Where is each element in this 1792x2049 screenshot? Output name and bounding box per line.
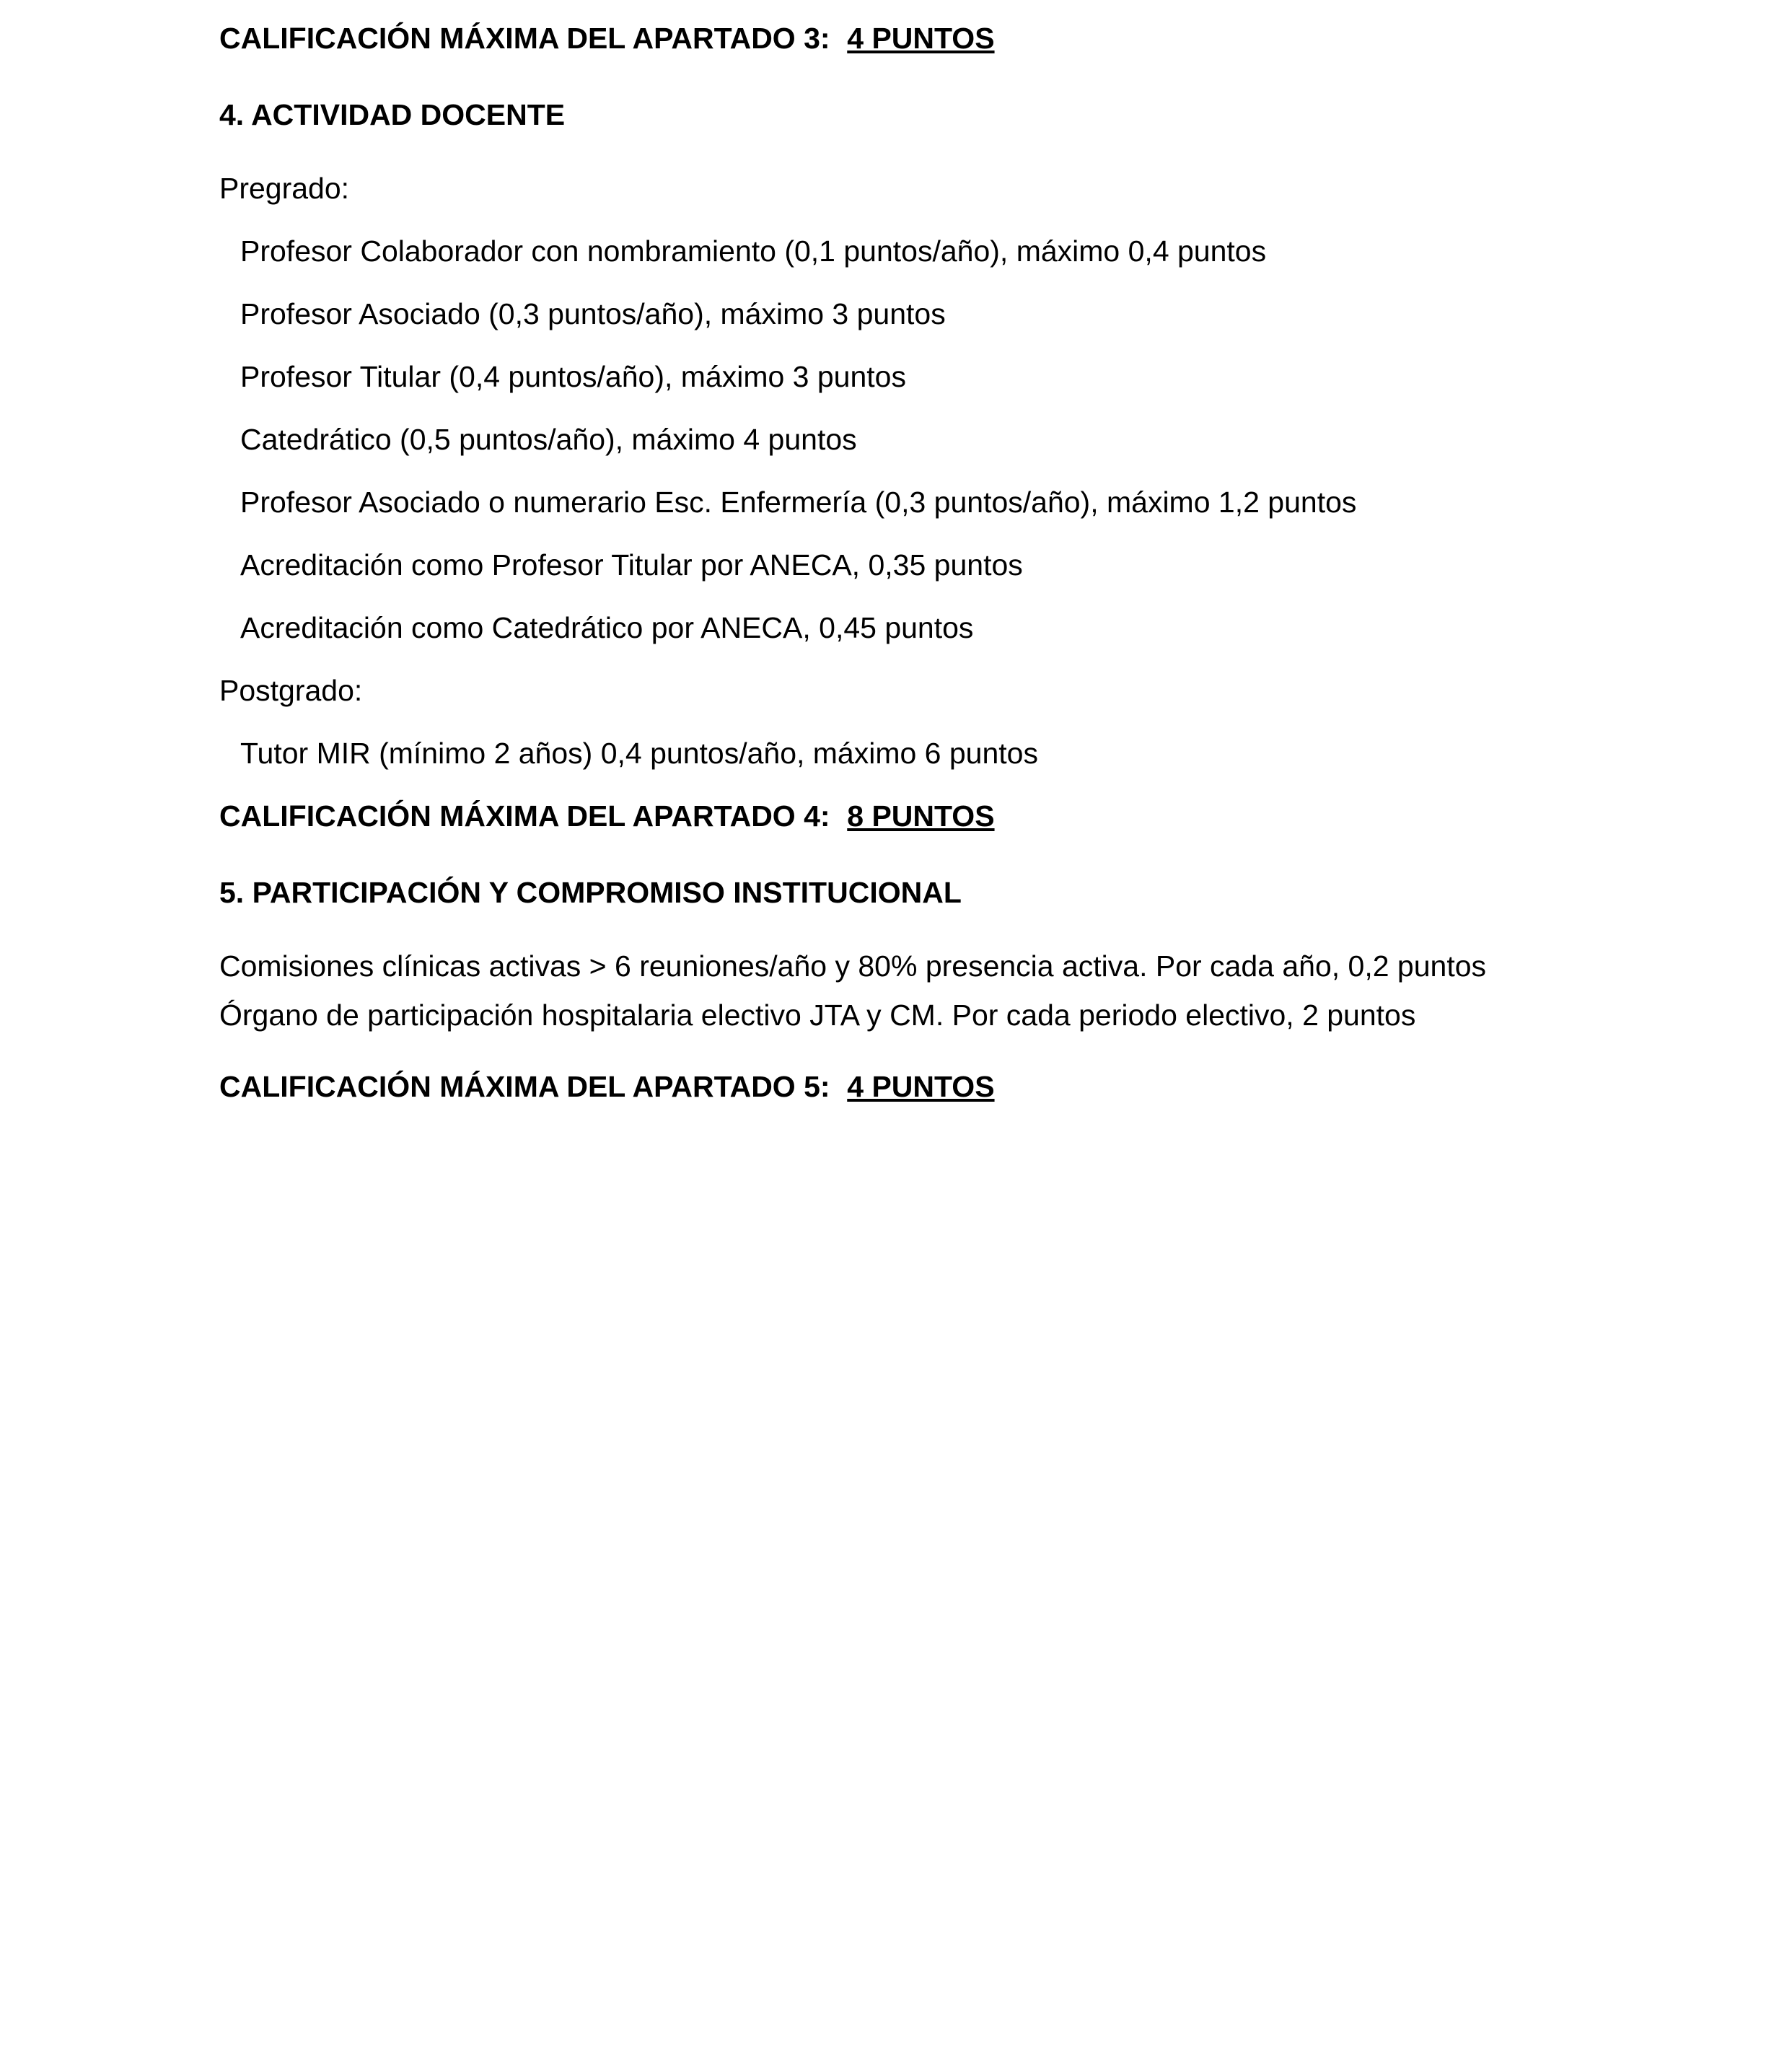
max-score-section4-label: CALIFICACIÓN MÁXIMA DEL APARTADO 4: [219,799,830,833]
max-score-line-section4 [219,795,1607,837]
section5-paragraph-1: Comisiones clínicas activas > 6 reuniones/año y 80% presencia activa. Por cada año, 0,2 puntos [219,949,1487,983]
pregrado-item-7: Acreditación como Catedrático por ANECA, 0,45 puntos [240,611,974,644]
pregrado-item-4: Catedrático (0,5 puntos/año), máximo 4 puntos [240,423,857,456]
pregrado-item-1: Profesor Colaborador con nombramiento (0,1 puntos/año), máximo 0,4 puntos [240,234,1267,268]
pregrado-item-2: Profesor Asociado (0,3 puntos/año), máximo 3 puntos [240,297,946,330]
max-score-line-section5 [219,1066,1607,1107]
max-score-section5-label: CALIFICACIÓN MÁXIMA DEL APARTADO 5: [219,1070,830,1103]
pregrado-item-5: Profesor Asociado o numerario Esc. Enfermería (0,3 puntos/año), máximo 1,2 puntos [240,486,1357,519]
pregrado-label: Pregrado: [219,172,350,205]
max-score-section3-label: CALIFICACIÓN MÁXIMA DEL APARTADO 3: [219,22,830,55]
postgrado-label: Postgrado: [219,674,363,707]
pregrado-item-3: Profesor Titular (0,4 puntos/año), máximo 3 puntos [240,360,906,393]
document-content [219,17,1607,1107]
section5-paragraph-2: Órgano de participación hospitalaria electivo JTA y CM. Por cada periodo electivo, 2 puntos [219,999,1416,1032]
section4-title: 4. ACTIVIDAD DOCENTE [219,98,566,131]
pregrado-item-6: Acreditación como Profesor Titular por ANECA, 0,35 puntos [240,548,1023,582]
section5-title: 5. PARTICIPACIÓN Y COMPROMISO INSTITUCIONAL [219,876,962,909]
postgrado-item-1: Tutor MIR (mínimo 2 años) 0,4 puntos/año, máximo 6 puntos [240,737,1038,770]
max-score-section3-value: 4 PUNTOS [847,22,995,55]
max-score-line-section3 [219,17,1607,59]
max-score-section5-value: 4 PUNTOS [847,1070,995,1103]
max-score-section4-value: 8 PUNTOS [847,799,995,833]
